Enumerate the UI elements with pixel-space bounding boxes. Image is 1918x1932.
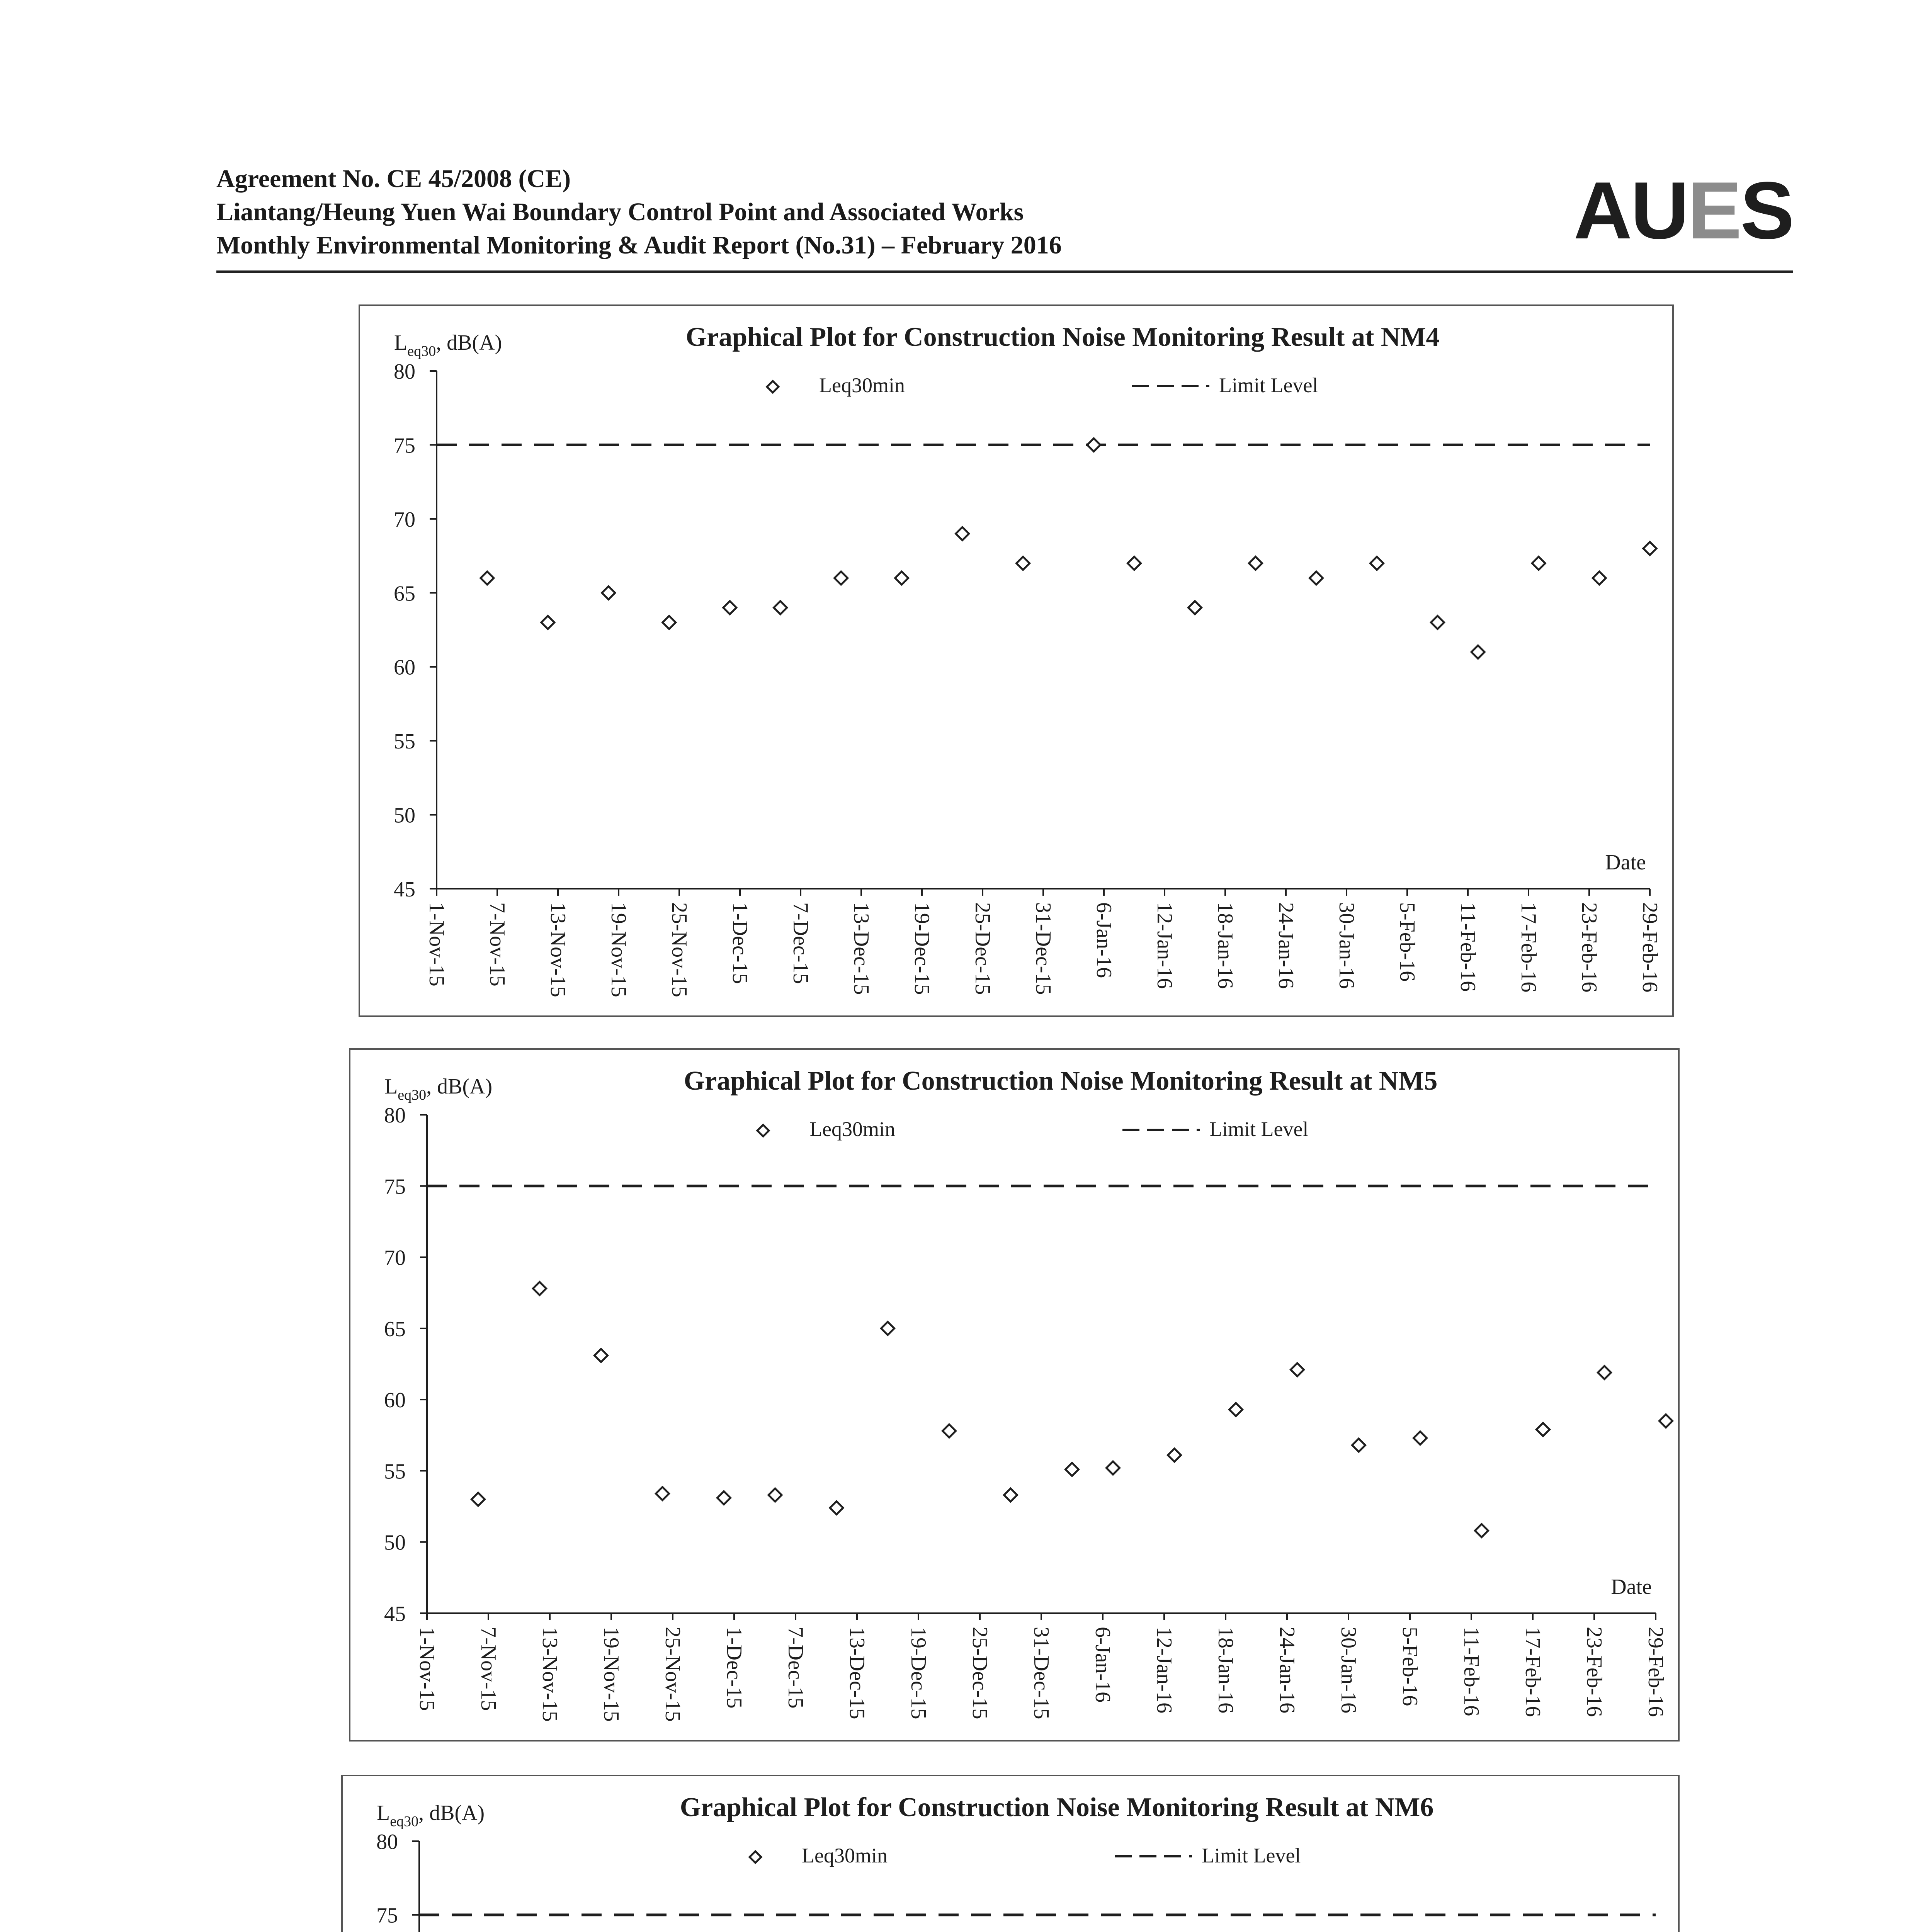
x-tick-label: 31-Dec-15 — [1031, 902, 1055, 995]
x-tick-label: 18-Jan-16 — [1213, 902, 1237, 989]
aues-logo — [1573, 165, 1793, 256]
x-tick-label: 1-Nov-15 — [415, 1627, 439, 1711]
y-axis-label-sub: eq30 — [407, 343, 436, 359]
agreement-number: Agreement No. CE 45/2008 (CE) — [216, 165, 571, 193]
logo-text-a: AU — [1573, 165, 1688, 256]
x-tick-label: 17-Feb-16 — [1521, 1627, 1545, 1717]
x-axis-label: Date — [1611, 1575, 1652, 1599]
x-tick-label: 31-Dec-15 — [1029, 1627, 1053, 1719]
x-tick-label: 11-Feb-16 — [1456, 902, 1480, 992]
y-tick-label: 75 — [384, 1175, 406, 1199]
x-tick-label: 7-Dec-15 — [784, 1627, 808, 1709]
y-tick-label: 50 — [394, 803, 415, 828]
x-tick-label: 12-Jan-16 — [1152, 1627, 1176, 1713]
y-axis-label-unit: , dB(A) — [436, 331, 502, 355]
x-tick-label: 5-Feb-16 — [1398, 1627, 1422, 1706]
chart-nm5 — [350, 1049, 1679, 1741]
x-tick-label: 1-Dec-15 — [722, 1627, 746, 1709]
x-tick-label: 25-Nov-15 — [667, 902, 691, 997]
x-axis-label: Date — [1605, 850, 1646, 874]
chart-nm5-svg — [350, 1049, 1679, 1741]
y-tick-label: 75 — [376, 1903, 398, 1928]
x-tick-label: 7-Nov-15 — [485, 902, 509, 986]
x-tick-label: 23-Feb-16 — [1577, 902, 1601, 993]
legend-label-limit-level: Limit Level — [1209, 1117, 1309, 1141]
y-axis-label-unit: , dB(A) — [426, 1075, 493, 1099]
chart-nm6-svg — [342, 1776, 1679, 1932]
x-tick-label: 18-Jan-16 — [1214, 1627, 1238, 1713]
x-tick-label: 24-Jan-16 — [1275, 1627, 1299, 1713]
y-tick-label: 80 — [384, 1104, 406, 1128]
y-axis-label-sub: eq30 — [398, 1087, 427, 1103]
report-header — [216, 162, 1793, 278]
x-tick-label: 19-Nov-15 — [607, 902, 631, 997]
x-tick-label: 7-Nov-15 — [476, 1627, 500, 1711]
x-tick-label: 29-Feb-16 — [1644, 1627, 1668, 1717]
x-tick-label: 25-Dec-15 — [971, 902, 995, 995]
logo-text-c: S — [1740, 165, 1793, 256]
y-tick-label: 50 — [384, 1531, 406, 1555]
y-tick-label: 75 — [394, 434, 415, 458]
x-tick-label: 12-Jan-16 — [1153, 902, 1177, 989]
x-tick-label: 30-Jan-16 — [1336, 1627, 1360, 1713]
x-tick-label: 1-Dec-15 — [728, 902, 752, 984]
x-tick-label: 7-Dec-15 — [789, 902, 813, 984]
y-axis-label-main: L — [377, 1801, 390, 1825]
chart-title: Graphical Plot for Construction Noise Monitoring Result at NM5 — [684, 1066, 1438, 1096]
x-tick-label: 13-Dec-15 — [849, 902, 873, 995]
header-divider — [216, 270, 1793, 273]
legend-label-leq30min: Leq30min — [809, 1117, 895, 1141]
x-tick-label: 13-Dec-15 — [845, 1627, 869, 1719]
legend-label-limit-level: Limit Level — [1202, 1844, 1301, 1867]
y-tick-label: 80 — [394, 360, 415, 384]
x-tick-label: 17-Feb-16 — [1517, 902, 1541, 993]
y-tick-label: 65 — [384, 1317, 406, 1341]
y-tick-label: 80 — [376, 1830, 398, 1854]
y-tick-label: 55 — [394, 730, 415, 754]
y-axis-label-unit: , dB(A) — [418, 1801, 485, 1825]
x-tick-label: 11-Feb-16 — [1459, 1627, 1483, 1716]
x-tick-label: 25-Nov-15 — [661, 1627, 685, 1722]
x-tick-label: 6-Jan-16 — [1091, 1627, 1115, 1702]
y-tick-label: 60 — [394, 655, 415, 680]
x-tick-label: 5-Feb-16 — [1395, 902, 1419, 982]
y-tick-label: 45 — [394, 878, 415, 901]
y-tick-label: 65 — [394, 582, 415, 606]
x-tick-label: 13-Nov-15 — [538, 1627, 562, 1722]
x-tick-label: 13-Nov-15 — [546, 902, 570, 997]
y-tick-label: 45 — [384, 1602, 406, 1626]
x-tick-label: 19-Nov-15 — [599, 1627, 623, 1722]
x-tick-label: 1-Nov-15 — [425, 902, 449, 986]
chart-nm6 — [342, 1776, 1679, 1932]
legend-label-limit-level: Limit Level — [1219, 374, 1318, 397]
y-tick-label: 70 — [384, 1246, 406, 1270]
chart-nm4-svg — [359, 305, 1673, 1016]
y-axis-label-main: L — [384, 1075, 398, 1099]
chart-title: Graphical Plot for Construction Noise Monitoring Result at NM6 — [680, 1793, 1434, 1822]
y-axis-label-sub: eq30 — [390, 1813, 419, 1830]
report-title: Monthly Environmental Monitoring & Audit Report (No.31) – February 2016 — [216, 231, 1062, 259]
chart-nm4 — [359, 305, 1673, 1016]
legend-label-leq30min: Leq30min — [819, 374, 905, 397]
x-tick-label: 6-Jan-16 — [1092, 902, 1116, 978]
x-tick-label: 23-Feb-16 — [1582, 1627, 1606, 1717]
y-axis-label-main: L — [394, 331, 408, 355]
x-tick-label: 24-Jan-16 — [1274, 902, 1298, 989]
x-tick-label: 29-Feb-16 — [1638, 902, 1662, 993]
y-tick-label: 70 — [394, 507, 415, 532]
x-tick-label: 19-Dec-15 — [906, 1627, 930, 1719]
logo-text-b: E — [1687, 165, 1740, 256]
project-title: Liantang/Heung Yuen Wai Boundary Control Point and Associated Works — [216, 198, 1024, 226]
legend-label-leq30min: Leq30min — [802, 1844, 888, 1867]
chart-title: Graphical Plot for Construction Noise Monitoring Result at NM4 — [685, 322, 1440, 352]
y-tick-label: 60 — [384, 1388, 406, 1413]
x-tick-label: 25-Dec-15 — [968, 1627, 992, 1719]
x-tick-label: 19-Dec-15 — [910, 902, 934, 995]
y-tick-label: 55 — [384, 1459, 406, 1484]
x-tick-label: 30-Jan-16 — [1335, 902, 1359, 989]
